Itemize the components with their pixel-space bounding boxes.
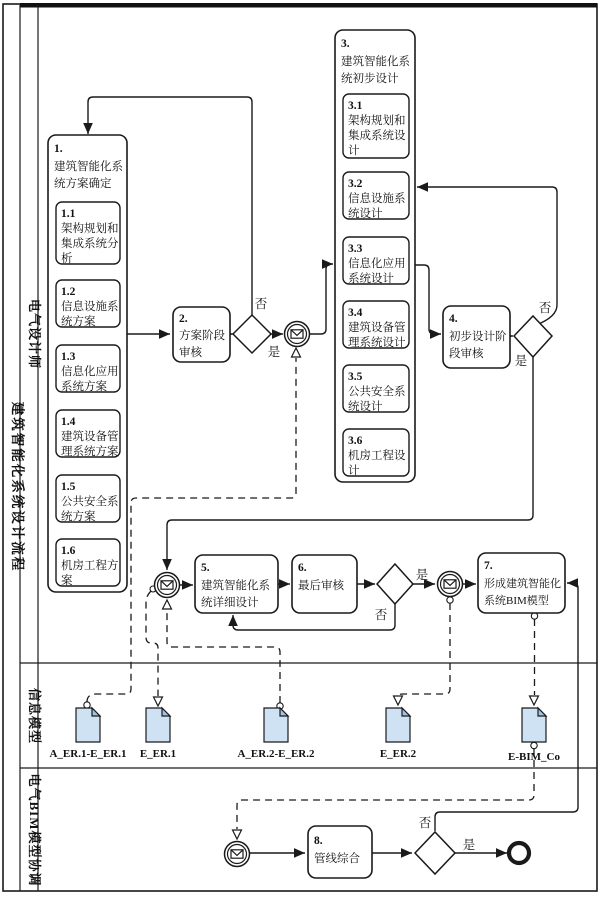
task-1-line: 建筑智能化系 bbox=[54, 161, 123, 173]
assoc-source-doc1 bbox=[84, 702, 90, 708]
task-8-group bbox=[308, 826, 372, 878]
task-6-line: 最后审核 bbox=[298, 580, 344, 592]
end-event bbox=[509, 843, 529, 863]
message-event-1 bbox=[285, 322, 310, 347]
assoc-source-event3 bbox=[447, 597, 453, 603]
task-3-4-line: 建筑设备管 bbox=[348, 322, 406, 334]
task-1-5-num: 1.5 bbox=[61, 481, 76, 493]
task-2-group bbox=[173, 307, 230, 362]
flow-gateway4-no-loop bbox=[435, 583, 578, 831]
task-5-num: 5. bbox=[201, 562, 210, 574]
lane-label-info-model: 信息模型 bbox=[27, 687, 42, 745]
task-7-line: 系统BIM模型 bbox=[484, 595, 549, 607]
lane-label-bim-coord: 电气BIM模型协调 bbox=[27, 773, 42, 887]
task-1-6-num: 1.6 bbox=[61, 545, 76, 557]
task-5-group bbox=[195, 555, 278, 613]
gateway-2-yes-label: 是 bbox=[514, 354, 528, 368]
gateway-4-no-label: 否 bbox=[418, 816, 432, 830]
gateway-3-yes-label: 是 bbox=[415, 568, 429, 582]
document-2 bbox=[146, 708, 170, 742]
document-3-label: A_ER.2-E_ER.2 bbox=[237, 748, 315, 760]
task-3-2-num: 3.2 bbox=[348, 178, 363, 190]
assoc-event2-doc2 bbox=[146, 591, 158, 696]
task-3-6-line: 计 bbox=[348, 465, 360, 477]
task-1-6-line: 机房工程方 bbox=[61, 560, 119, 572]
documents-lane bbox=[49, 708, 560, 763]
message-event-3 bbox=[438, 572, 463, 597]
flow-event1-task3 bbox=[310, 264, 333, 334]
task-4-group bbox=[443, 306, 510, 368]
gateway-2-group bbox=[514, 301, 552, 368]
task-3-5-line: 统设计 bbox=[348, 401, 383, 413]
task-3-4-num: 3.4 bbox=[348, 307, 363, 319]
message-event-4 bbox=[225, 842, 250, 867]
task-3-1-num: 3.1 bbox=[348, 100, 363, 112]
task-3-num: 3. bbox=[341, 38, 350, 50]
gateway-1 bbox=[233, 315, 271, 353]
envelope-icon bbox=[161, 581, 173, 589]
assoc-arrow-doc5 bbox=[530, 696, 539, 705]
gateway-2 bbox=[514, 316, 552, 357]
document-1-label: A_ER.1-E_ER.1 bbox=[49, 748, 127, 760]
task-4-line: 初步设计阶 bbox=[449, 331, 507, 343]
assoc-doc3-event2 bbox=[167, 610, 280, 703]
task-3-line: 统初步设计 bbox=[341, 73, 399, 85]
task-3-6-num: 3.6 bbox=[348, 435, 363, 447]
task-3-2-line: 统设计 bbox=[348, 208, 383, 220]
task-2-line: 方案阶段 bbox=[179, 330, 225, 342]
task-6-num: 6. bbox=[298, 562, 307, 574]
task-3-3-num: 3.3 bbox=[348, 243, 363, 255]
gateway-1-group bbox=[233, 297, 281, 359]
envelope-icon bbox=[291, 330, 303, 338]
assoc-doc5-event4 bbox=[237, 748, 534, 829]
message-event-2 bbox=[155, 573, 180, 598]
task-4-line: 段审核 bbox=[449, 348, 484, 360]
gateway-1-yes-label: 是 bbox=[267, 345, 281, 359]
assoc-arrow-event2 bbox=[163, 600, 172, 609]
task-1-3-line: 信息化应用 bbox=[61, 366, 119, 378]
task-3-3-line: 信息化应用 bbox=[348, 258, 406, 270]
assoc-event3-doc4 bbox=[398, 603, 450, 696]
gateway-1-no-label: 否 bbox=[254, 297, 268, 311]
document-1 bbox=[76, 708, 100, 742]
document-5-label: E-BIM_Co bbox=[508, 751, 560, 763]
gateway-4 bbox=[415, 832, 455, 874]
task-3-2-line: 信息设施系 bbox=[348, 193, 406, 205]
document-fold bbox=[402, 708, 410, 716]
task-1-line: 统方案确定 bbox=[54, 178, 112, 190]
task-3-5-line: 公共安全系 bbox=[348, 386, 406, 398]
gateway-4-yes-label: 是 bbox=[462, 838, 476, 852]
task-3-group bbox=[335, 30, 415, 482]
assoc-arrow-event1 bbox=[292, 348, 301, 357]
assoc-arrow-event4 bbox=[233, 830, 242, 839]
task-3-3-line: 系统设计 bbox=[348, 273, 394, 285]
document-2-label: E_ER.1 bbox=[139, 748, 177, 760]
flow-gateway2-no-loop bbox=[417, 187, 557, 325]
gateway-3-no-label: 否 bbox=[374, 608, 388, 622]
assoc-source-doc5 bbox=[531, 742, 537, 748]
task-8-line: 管线综合 bbox=[314, 853, 360, 865]
task-7-line: 形成建筑智能化 bbox=[484, 578, 561, 590]
task-2-num: 2. bbox=[179, 313, 188, 325]
task-1-4-num: 1.4 bbox=[61, 416, 76, 428]
gateway-2-no-label: 否 bbox=[538, 301, 552, 315]
document-fold bbox=[538, 708, 546, 716]
task-1-6-line: 案 bbox=[61, 575, 73, 587]
assoc-arrow-doc4 bbox=[394, 696, 403, 705]
task-3-1-line: 集成系统设 bbox=[348, 130, 406, 142]
task-3-5-num: 3.5 bbox=[348, 371, 363, 383]
document-fold bbox=[92, 708, 100, 716]
document-3 bbox=[264, 708, 288, 742]
task-2-line: 审核 bbox=[179, 347, 202, 359]
gateway-4-group bbox=[415, 816, 476, 874]
task-3-line: 建筑智能化系 bbox=[341, 56, 410, 68]
document-fold bbox=[162, 708, 170, 716]
task-1-num: 1. bbox=[54, 143, 63, 155]
task-1-2-num: 1.2 bbox=[61, 286, 76, 298]
task-1-1-line: 架构规划和 bbox=[61, 223, 119, 235]
task-1-2-line: 信息设施系 bbox=[61, 301, 119, 313]
gateway-3 bbox=[377, 564, 413, 604]
task-3-4-line: 理系统设计 bbox=[348, 337, 406, 349]
pool-title: 建筑智能化系统设计流程 bbox=[10, 401, 25, 573]
envelope-icon bbox=[444, 580, 456, 588]
task-4-num: 4. bbox=[449, 313, 458, 325]
assoc-arrow-doc2 bbox=[154, 697, 163, 706]
pool-top-bar bbox=[20, 3, 597, 8]
task-1-3-num: 1.3 bbox=[61, 351, 76, 363]
task-1-3-line: 系统方案 bbox=[61, 381, 107, 393]
document-4-label: E_ER.2 bbox=[379, 748, 417, 760]
envelope-icon bbox=[231, 850, 243, 858]
document-fold bbox=[280, 708, 288, 716]
task-1-4-line: 理系统方案 bbox=[61, 446, 119, 458]
task-7-group bbox=[478, 553, 565, 613]
task-8 bbox=[308, 826, 372, 878]
task-1-group bbox=[48, 135, 127, 592]
task-5-line: 统详细设计 bbox=[201, 597, 259, 609]
task-1-4-line: 建筑设备管 bbox=[61, 431, 119, 443]
lane-label-designer: 电气设计师 bbox=[27, 298, 42, 370]
task-1-1-line: 集成系统分 bbox=[61, 238, 119, 250]
task-1-1-num: 1.1 bbox=[61, 208, 76, 220]
task-6-group bbox=[292, 555, 357, 613]
gateway-3-group bbox=[375, 564, 429, 622]
document-5 bbox=[522, 708, 546, 742]
task-8-num: 8. bbox=[314, 835, 323, 847]
task-5-line: 建筑智能化系 bbox=[201, 580, 270, 592]
task-3-1-line: 架构规划和 bbox=[348, 115, 406, 127]
flow-task3-task4 bbox=[415, 265, 441, 334]
task-3-6-line: 机房工程设 bbox=[348, 450, 406, 462]
task-1-5-line: 公共安全系 bbox=[61, 496, 119, 508]
task-1-2-line: 统方案 bbox=[61, 316, 96, 328]
task-1-5-line: 统方案 bbox=[61, 511, 96, 523]
task-1-1-line: 析 bbox=[61, 253, 73, 265]
task-3-1-line: 计 bbox=[348, 145, 360, 157]
task-7-num: 7. bbox=[484, 560, 493, 572]
document-4 bbox=[386, 708, 410, 742]
